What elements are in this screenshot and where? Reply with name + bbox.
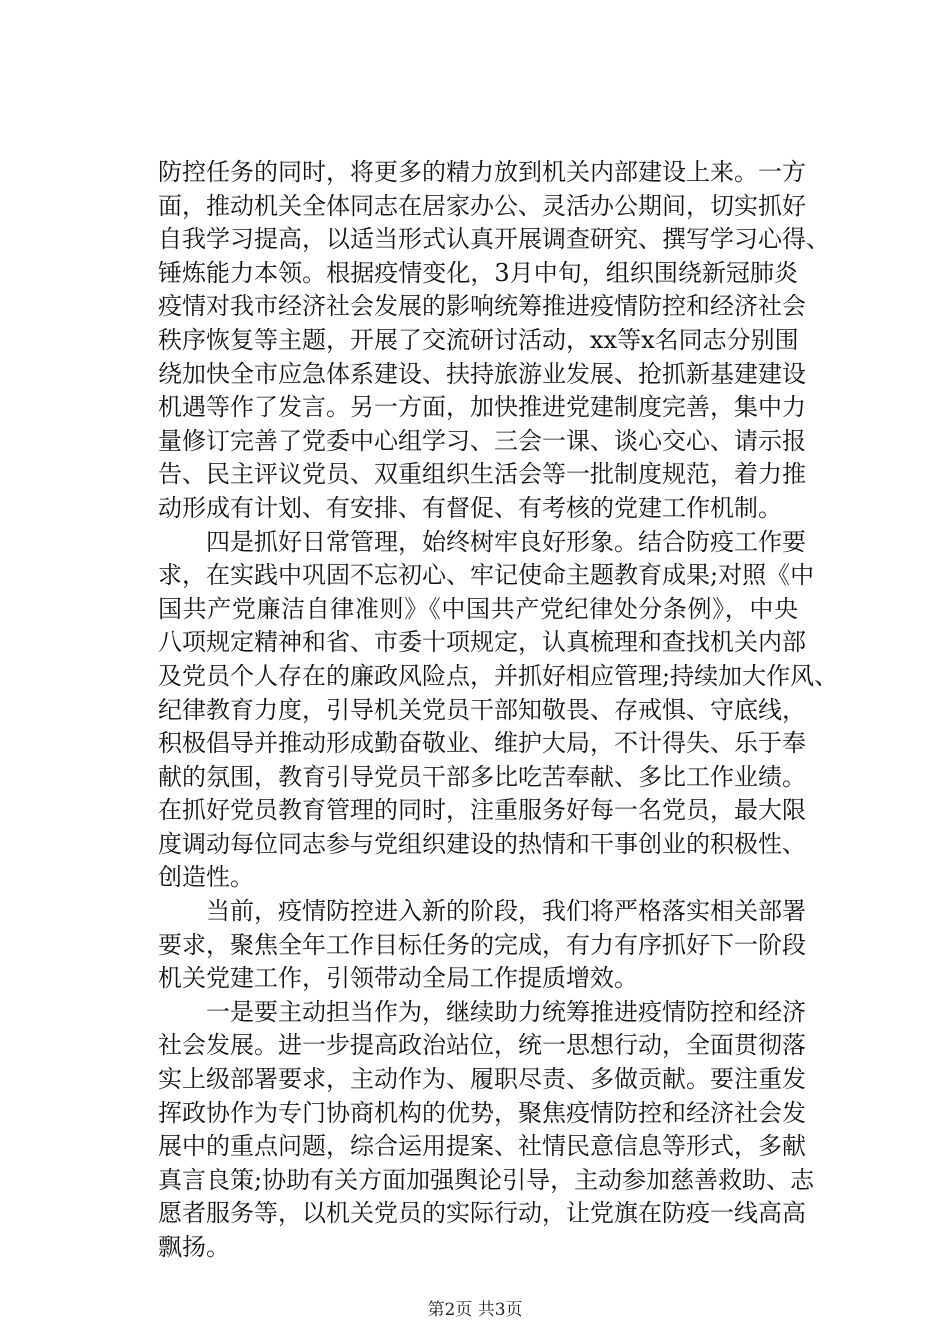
- text-line: 展中的重点问题，综合运用提案、社情民意信息等形式，多献: [158, 1132, 806, 1161]
- text-line: 国共产党廉洁自律准则》《中国共产党纪律处分条例》，中央: [158, 594, 798, 623]
- text-line: 四是抓好日常管理，始终树牢良好形象。结合防疫工作要: [158, 527, 806, 556]
- text-line: 飘扬。: [158, 1233, 230, 1261]
- text-line: 献的氛围，教育引导党员干部多比吃苦奉献、多比工作业绩。: [158, 762, 806, 791]
- text-line: 创造性。: [158, 863, 254, 892]
- text-line: 求，在实践中巩固不忘初心、牢记使命主题教育成果;对照《中: [158, 561, 815, 590]
- text-line: 机遇等作了发言。另一方面，加快推进党建制度完善，集中力: [158, 393, 806, 422]
- text-line: 疫情对我市经济社会发展的影响统筹推进疫情防控和经济社会: [158, 292, 806, 321]
- text-line: 防控任务的同时，将更多的精力放到机关内部建设上来。一方: [158, 158, 806, 186]
- document-body: [158, 156, 839, 1265]
- page-footer: [0, 1300, 950, 1320]
- text-line: 量修订完善了党委中心组学习、三会一课、谈心交心、请示报: [158, 426, 806, 455]
- text-line: 绕加快全市应急体系建设、扶持旅游业发展、抢抓新基建建设: [158, 359, 806, 388]
- text-line: 挥政协作为专门协商机构的优势，聚焦疫情防控和经济社会发: [158, 1098, 806, 1127]
- page-number-label: 第2页 共3页: [427, 1300, 523, 1320]
- text-line: 自我学习提高，以适当形式认真开展调查研究、撰写学习心得、: [158, 225, 830, 254]
- text-line: 告、民主评议党员、双重组织生活会等一批制度规范，着力推: [158, 460, 806, 489]
- text-line: 度调动每位同志参与党组织建设的热情和干事创业的积极性、: [158, 829, 806, 858]
- text-line: 锤炼能力本领。根据疫情变化，3月中旬，组织围绕新冠肺炎: [158, 258, 798, 287]
- text-line: 实上级部署要求，主动作为、履职尽责、多做贡献。要注重发: [158, 1065, 806, 1094]
- text-line: 愿者服务等，以机关党员的实际行动，让党旗在防疫一线高高: [158, 1199, 806, 1228]
- text-line: 当前，疫情防控进入新的阶段，我们将严格落实相关部署: [158, 897, 806, 926]
- text-line: 纪律教育力度，引导机关党员干部知敬畏、存戒惧、守底线，: [158, 695, 806, 724]
- text-line: 动形成有计划、有安排、有督促、有考核的党建工作机制。: [158, 493, 782, 522]
- text-line: 积极倡导并推动形成勤奋敬业、维护大局，不计得失、乐于奉: [158, 729, 806, 758]
- text-line: 机关党建工作，引领带动全局工作提质增效。: [158, 964, 638, 993]
- text-line: 社会发展。进一步提高政治站位，统一思想行动，全面贯彻落: [158, 1031, 806, 1060]
- text-line: 一是要主动担当作为，继续助力统筹推进疫情防控和经济: [158, 997, 806, 1026]
- text-line: 秩序恢复等主题，开展了交流研讨活动，xx等x名同志分别围: [158, 325, 799, 354]
- text-line: 在抓好党员教育管理的同时，注重服务好每一名党员，最大限: [158, 796, 806, 825]
- text-line: 及党员个人存在的廉政风险点，并抓好相应管理;持续加大作风、: [158, 661, 839, 690]
- text-line: 面，推动机关全体同志在居家办公、灵活办公期间，切实抓好: [158, 191, 806, 220]
- text-line: 八项规定精神和省、市委十项规定，认真梳理和查找机关内部: [158, 628, 806, 657]
- text-line: 要求，聚焦全年工作目标任务的完成，有力有序抓好下一阶段: [158, 930, 806, 959]
- text-line: 真言良策;协助有关方面加强舆论引导，主动参加慈善救助、志: [158, 1165, 815, 1194]
